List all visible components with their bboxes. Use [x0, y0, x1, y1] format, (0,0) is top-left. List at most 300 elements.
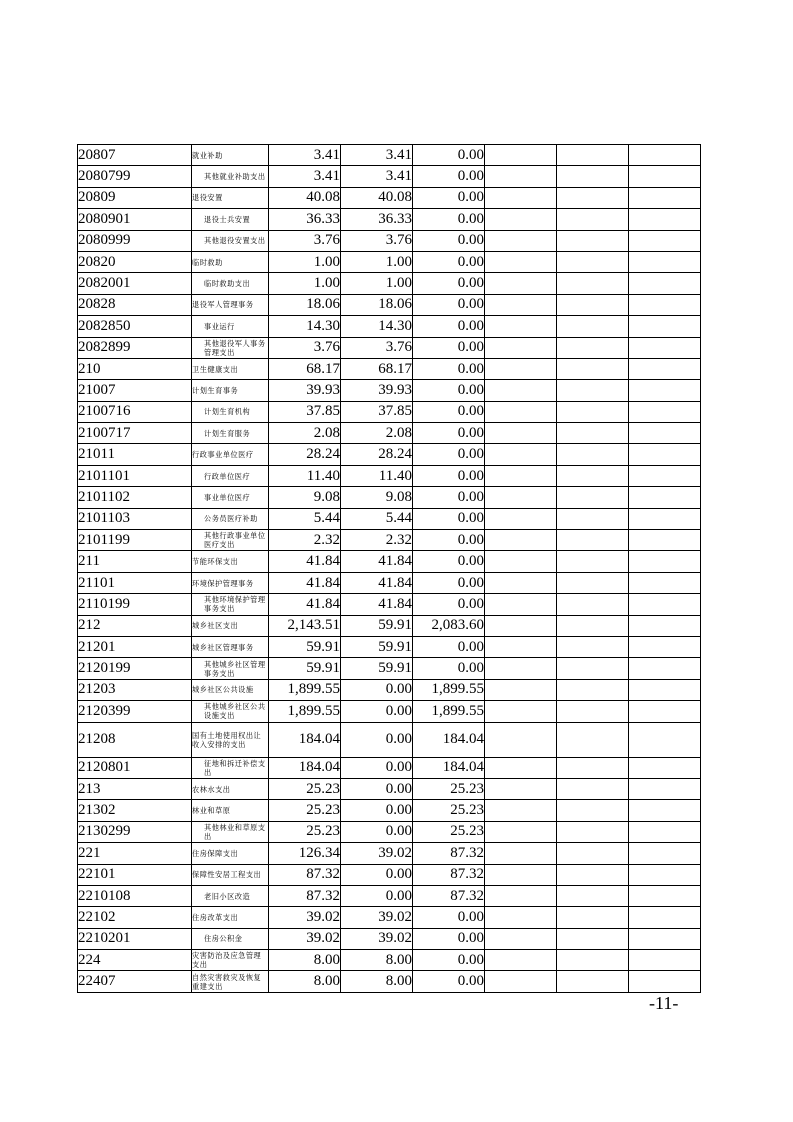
- empty-cell: [485, 928, 557, 949]
- empty-cell: [557, 423, 629, 444]
- basic-expenditure-cell: 2.32: [341, 530, 413, 551]
- table-row: [78, 615, 701, 636]
- empty-cell: [629, 294, 701, 315]
- total-amount-cell: 1,899.55: [269, 701, 341, 722]
- empty-cell: [485, 778, 557, 799]
- empty-cell: [557, 251, 629, 272]
- total-amount-cell: 126.34: [269, 843, 341, 864]
- empty-cell: [557, 971, 629, 992]
- empty-cell: [485, 800, 557, 821]
- table-row: [78, 679, 701, 700]
- project-expenditure-cell: 0.00: [413, 209, 485, 230]
- empty-cell: [629, 636, 701, 657]
- basic-expenditure-cell: 3.41: [341, 166, 413, 187]
- empty-cell: [557, 551, 629, 572]
- basic-expenditure-cell: 68.17: [341, 358, 413, 379]
- empty-cell: [557, 358, 629, 379]
- empty-cell: [485, 487, 557, 508]
- empty-cell: [557, 778, 629, 799]
- code-cell: 20828: [78, 294, 192, 315]
- empty-cell: [629, 701, 701, 722]
- code-cell: 20820: [78, 251, 192, 272]
- item-name-cell: 其他城乡社区管理事务支出: [192, 658, 269, 679]
- empty-cell: [557, 679, 629, 700]
- code-cell: 21101: [78, 572, 192, 593]
- project-expenditure-cell: 0.00: [413, 145, 485, 166]
- basic-expenditure-cell: 8.00: [341, 971, 413, 992]
- item-name-cell: 计划生育服务: [192, 423, 269, 444]
- item-name-cell: 行政单位医疗: [192, 465, 269, 486]
- empty-cell: [557, 209, 629, 230]
- empty-cell: [485, 230, 557, 251]
- project-expenditure-cell: 0.00: [413, 928, 485, 949]
- total-amount-cell: 39.93: [269, 380, 341, 401]
- project-expenditure-cell: 184.04: [413, 757, 485, 778]
- code-cell: 2080799: [78, 166, 192, 187]
- code-cell: 2101101: [78, 465, 192, 486]
- code-cell: 2120199: [78, 658, 192, 679]
- item-name-cell: 公务员医疗补助: [192, 508, 269, 529]
- code-cell: 224: [78, 950, 192, 971]
- project-expenditure-cell: 0.00: [413, 971, 485, 992]
- empty-cell: [557, 757, 629, 778]
- empty-cell: [485, 508, 557, 529]
- code-cell: 21201: [78, 636, 192, 657]
- empty-cell: [485, 444, 557, 465]
- item-name-cell: 退役军人管理事务: [192, 294, 269, 315]
- code-cell: 2101103: [78, 508, 192, 529]
- empty-cell: [485, 166, 557, 187]
- code-cell: 21011: [78, 444, 192, 465]
- empty-cell: [629, 251, 701, 272]
- empty-cell: [629, 885, 701, 906]
- basic-expenditure-cell: 0.00: [341, 757, 413, 778]
- table-row: [78, 358, 701, 379]
- total-amount-cell: 59.91: [269, 636, 341, 657]
- table-row: [78, 401, 701, 422]
- basic-expenditure-cell: 8.00: [341, 950, 413, 971]
- total-amount-cell: 2.08: [269, 423, 341, 444]
- code-cell: 2130299: [78, 821, 192, 842]
- table-row: [78, 444, 701, 465]
- table-row: [78, 166, 701, 187]
- empty-cell: [485, 187, 557, 208]
- basic-expenditure-cell: 41.84: [341, 594, 413, 615]
- item-name-cell: 就业补助: [192, 145, 269, 166]
- empty-cell: [629, 380, 701, 401]
- empty-cell: [629, 187, 701, 208]
- empty-cell: [557, 722, 629, 757]
- total-amount-cell: 25.23: [269, 821, 341, 842]
- page-number: -11-: [649, 993, 679, 1013]
- empty-cell: [629, 273, 701, 294]
- code-cell: 212: [78, 615, 192, 636]
- project-expenditure-cell: 25.23: [413, 821, 485, 842]
- empty-cell: [485, 273, 557, 294]
- empty-cell: [629, 594, 701, 615]
- total-amount-cell: 8.00: [269, 971, 341, 992]
- item-name-cell: 保障性安居工程支出: [192, 864, 269, 885]
- code-cell: 2082899: [78, 337, 192, 358]
- empty-cell: [557, 401, 629, 422]
- empty-cell: [557, 530, 629, 551]
- empty-cell: [629, 722, 701, 757]
- code-cell: 2080901: [78, 209, 192, 230]
- budget-table: [77, 144, 701, 993]
- project-expenditure-cell: 0.00: [413, 316, 485, 337]
- basic-expenditure-cell: 0.00: [341, 778, 413, 799]
- empty-cell: [629, 209, 701, 230]
- item-name-cell: 林业和草原: [192, 800, 269, 821]
- empty-cell: [557, 444, 629, 465]
- total-amount-cell: 3.41: [269, 145, 341, 166]
- empty-cell: [557, 316, 629, 337]
- table-row: [78, 423, 701, 444]
- total-amount-cell: 59.91: [269, 658, 341, 679]
- item-name-cell: 征地和拆迁补偿支出: [192, 757, 269, 778]
- basic-expenditure-cell: 2.08: [341, 423, 413, 444]
- total-amount-cell: 5.44: [269, 508, 341, 529]
- basic-expenditure-cell: 39.02: [341, 843, 413, 864]
- empty-cell: [485, 679, 557, 700]
- code-cell: 21203: [78, 679, 192, 700]
- basic-expenditure-cell: 14.30: [341, 316, 413, 337]
- item-name-cell: 其他行政事业单位医疗支出: [192, 530, 269, 551]
- total-amount-cell: 41.84: [269, 594, 341, 615]
- project-expenditure-cell: 0.00: [413, 530, 485, 551]
- empty-cell: [629, 551, 701, 572]
- total-amount-cell: 68.17: [269, 358, 341, 379]
- code-cell: 2110199: [78, 594, 192, 615]
- project-expenditure-cell: 0.00: [413, 508, 485, 529]
- empty-cell: [629, 508, 701, 529]
- total-amount-cell: 1,899.55: [269, 679, 341, 700]
- project-expenditure-cell: 25.23: [413, 800, 485, 821]
- empty-cell: [485, 572, 557, 593]
- code-cell: 21208: [78, 722, 192, 757]
- project-expenditure-cell: 0.00: [413, 423, 485, 444]
- empty-cell: [557, 230, 629, 251]
- table-row: [78, 487, 701, 508]
- code-cell: 213: [78, 778, 192, 799]
- basic-expenditure-cell: 0.00: [341, 885, 413, 906]
- total-amount-cell: 2.32: [269, 530, 341, 551]
- table-row: [78, 273, 701, 294]
- empty-cell: [485, 209, 557, 230]
- project-expenditure-cell: 0.00: [413, 337, 485, 358]
- basic-expenditure-cell: 1.00: [341, 251, 413, 272]
- empty-cell: [629, 778, 701, 799]
- total-amount-cell: 11.40: [269, 465, 341, 486]
- table-row: [78, 508, 701, 529]
- project-expenditure-cell: 0.00: [413, 166, 485, 187]
- basic-expenditure-cell: 41.84: [341, 572, 413, 593]
- code-cell: 21302: [78, 800, 192, 821]
- code-cell: 2101199: [78, 530, 192, 551]
- empty-cell: [485, 423, 557, 444]
- empty-cell: [629, 423, 701, 444]
- basic-expenditure-cell: 39.02: [341, 907, 413, 928]
- empty-cell: [485, 294, 557, 315]
- code-cell: 2101102: [78, 487, 192, 508]
- empty-cell: [557, 864, 629, 885]
- code-cell: 2080999: [78, 230, 192, 251]
- empty-cell: [485, 950, 557, 971]
- total-amount-cell: 1.00: [269, 251, 341, 272]
- basic-expenditure-cell: 28.24: [341, 444, 413, 465]
- item-name-cell: 事业单位医疗: [192, 487, 269, 508]
- basic-expenditure-cell: 36.33: [341, 209, 413, 230]
- empty-cell: [629, 679, 701, 700]
- table-row: [78, 145, 701, 166]
- code-cell: 22407: [78, 971, 192, 992]
- code-cell: 210: [78, 358, 192, 379]
- basic-expenditure-cell: 39.93: [341, 380, 413, 401]
- empty-cell: [629, 950, 701, 971]
- project-expenditure-cell: 0.00: [413, 444, 485, 465]
- item-name-cell: 其他环境保护管理事务支出: [192, 594, 269, 615]
- empty-cell: [557, 294, 629, 315]
- basic-expenditure-cell: 0.00: [341, 821, 413, 842]
- empty-cell: [557, 658, 629, 679]
- code-cell: 22102: [78, 907, 192, 928]
- code-cell: 2082850: [78, 316, 192, 337]
- item-name-cell: 自然灾害救灾及恢复重建支出: [192, 971, 269, 992]
- empty-cell: [485, 907, 557, 928]
- basic-expenditure-cell: 59.91: [341, 615, 413, 636]
- empty-cell: [485, 636, 557, 657]
- basic-expenditure-cell: 5.44: [341, 508, 413, 529]
- item-name-cell: 计划生育机构: [192, 401, 269, 422]
- total-amount-cell: 25.23: [269, 800, 341, 821]
- project-expenditure-cell: 0.00: [413, 187, 485, 208]
- total-amount-cell: 87.32: [269, 885, 341, 906]
- table-row: [78, 230, 701, 251]
- item-name-cell: 灾害防治及应急管理支出: [192, 950, 269, 971]
- project-expenditure-cell: 0.00: [413, 251, 485, 272]
- code-cell: 2082001: [78, 273, 192, 294]
- total-amount-cell: 39.02: [269, 928, 341, 949]
- table-row: [78, 701, 701, 722]
- empty-cell: [629, 928, 701, 949]
- empty-cell: [485, 722, 557, 757]
- basic-expenditure-cell: 41.84: [341, 551, 413, 572]
- total-amount-cell: 3.76: [269, 230, 341, 251]
- total-amount-cell: 184.04: [269, 757, 341, 778]
- total-amount-cell: 9.08: [269, 487, 341, 508]
- empty-cell: [485, 380, 557, 401]
- project-expenditure-cell: 0.00: [413, 907, 485, 928]
- total-amount-cell: 40.08: [269, 187, 341, 208]
- empty-cell: [557, 843, 629, 864]
- item-name-cell: 老旧小区改造: [192, 885, 269, 906]
- item-name-cell: 临时救助: [192, 251, 269, 272]
- empty-cell: [629, 821, 701, 842]
- table-row: [78, 251, 701, 272]
- empty-cell: [557, 166, 629, 187]
- empty-cell: [557, 615, 629, 636]
- item-name-cell: 其他退役军人事务管理支出: [192, 337, 269, 358]
- empty-cell: [485, 821, 557, 842]
- item-name-cell: 临时救助支出: [192, 273, 269, 294]
- basic-expenditure-cell: 3.41: [341, 145, 413, 166]
- code-cell: 2100716: [78, 401, 192, 422]
- basic-expenditure-cell: 0.00: [341, 701, 413, 722]
- empty-cell: [485, 658, 557, 679]
- empty-cell: [485, 251, 557, 272]
- empty-cell: [485, 337, 557, 358]
- empty-cell: [557, 380, 629, 401]
- project-expenditure-cell: 0.00: [413, 487, 485, 508]
- empty-cell: [485, 145, 557, 166]
- empty-cell: [557, 273, 629, 294]
- basic-expenditure-cell: 3.76: [341, 230, 413, 251]
- table-row: [78, 572, 701, 593]
- project-expenditure-cell: 87.32: [413, 885, 485, 906]
- empty-cell: [485, 316, 557, 337]
- basic-expenditure-cell: 0.00: [341, 864, 413, 885]
- empty-cell: [557, 800, 629, 821]
- empty-cell: [485, 885, 557, 906]
- budget-table-body: [78, 145, 701, 993]
- table-row: [78, 722, 701, 757]
- empty-cell: [485, 701, 557, 722]
- code-cell: 20807: [78, 145, 192, 166]
- project-expenditure-cell: 0.00: [413, 950, 485, 971]
- table-row: [78, 971, 701, 992]
- table-row: [78, 928, 701, 949]
- code-cell: 221: [78, 843, 192, 864]
- total-amount-cell: 41.84: [269, 551, 341, 572]
- empty-cell: [629, 487, 701, 508]
- item-name-cell: 国有土地使用权出让收入安排的支出: [192, 722, 269, 757]
- item-name-cell: 住房保障支出: [192, 843, 269, 864]
- empty-cell: [629, 971, 701, 992]
- total-amount-cell: 28.24: [269, 444, 341, 465]
- item-name-cell: 行政事业单位医疗: [192, 444, 269, 465]
- empty-cell: [629, 316, 701, 337]
- item-name-cell: 城乡社区公共设施: [192, 679, 269, 700]
- basic-expenditure-cell: 0.00: [341, 722, 413, 757]
- empty-cell: [557, 907, 629, 928]
- basic-expenditure-cell: 18.06: [341, 294, 413, 315]
- total-amount-cell: 87.32: [269, 864, 341, 885]
- total-amount-cell: 3.41: [269, 166, 341, 187]
- project-expenditure-cell: 0.00: [413, 636, 485, 657]
- project-expenditure-cell: 1,899.55: [413, 679, 485, 700]
- code-cell: 2100717: [78, 423, 192, 444]
- table-row: [78, 294, 701, 315]
- project-expenditure-cell: 0.00: [413, 230, 485, 251]
- basic-expenditure-cell: 39.02: [341, 928, 413, 949]
- basic-expenditure-cell: 37.85: [341, 401, 413, 422]
- table-row: [78, 551, 701, 572]
- table-row: [78, 864, 701, 885]
- item-name-cell: 城乡社区支出: [192, 615, 269, 636]
- project-expenditure-cell: 0.00: [413, 465, 485, 486]
- empty-cell: [629, 337, 701, 358]
- item-name-cell: 住房改革支出: [192, 907, 269, 928]
- project-expenditure-cell: 0.00: [413, 358, 485, 379]
- empty-cell: [629, 401, 701, 422]
- empty-cell: [629, 843, 701, 864]
- item-name-cell: 其他城乡社区公共设施支出: [192, 701, 269, 722]
- empty-cell: [557, 187, 629, 208]
- project-expenditure-cell: 0.00: [413, 380, 485, 401]
- empty-cell: [557, 465, 629, 486]
- basic-expenditure-cell: 3.76: [341, 337, 413, 358]
- empty-cell: [557, 508, 629, 529]
- empty-cell: [629, 230, 701, 251]
- empty-cell: [485, 551, 557, 572]
- total-amount-cell: 8.00: [269, 950, 341, 971]
- empty-cell: [629, 615, 701, 636]
- empty-cell: [629, 166, 701, 187]
- empty-cell: [485, 401, 557, 422]
- total-amount-cell: 18.06: [269, 294, 341, 315]
- basic-expenditure-cell: 9.08: [341, 487, 413, 508]
- table-row: [78, 636, 701, 657]
- empty-cell: [557, 337, 629, 358]
- empty-cell: [485, 757, 557, 778]
- empty-cell: [629, 800, 701, 821]
- project-expenditure-cell: 0.00: [413, 401, 485, 422]
- table-row: [78, 658, 701, 679]
- project-expenditure-cell: 0.00: [413, 294, 485, 315]
- basic-expenditure-cell: 0.00: [341, 800, 413, 821]
- table-row: [78, 821, 701, 842]
- table-row: [78, 187, 701, 208]
- empty-cell: [629, 864, 701, 885]
- item-name-cell: 其他林业和草原支出: [192, 821, 269, 842]
- table-row: [78, 843, 701, 864]
- empty-cell: [557, 636, 629, 657]
- total-amount-cell: 184.04: [269, 722, 341, 757]
- empty-cell: [557, 885, 629, 906]
- basic-expenditure-cell: 59.91: [341, 658, 413, 679]
- project-expenditure-cell: 0.00: [413, 572, 485, 593]
- empty-cell: [485, 864, 557, 885]
- table-row: [78, 885, 701, 906]
- project-expenditure-cell: 87.32: [413, 864, 485, 885]
- code-cell: 20809: [78, 187, 192, 208]
- item-name-cell: 事业运行: [192, 316, 269, 337]
- empty-cell: [557, 572, 629, 593]
- empty-cell: [557, 928, 629, 949]
- project-expenditure-cell: 25.23: [413, 778, 485, 799]
- empty-cell: [557, 950, 629, 971]
- project-expenditure-cell: 1,899.55: [413, 701, 485, 722]
- item-name-cell: 节能环保支出: [192, 551, 269, 572]
- total-amount-cell: 39.02: [269, 907, 341, 928]
- table-row: [78, 800, 701, 821]
- empty-cell: [629, 444, 701, 465]
- project-expenditure-cell: 87.32: [413, 843, 485, 864]
- project-expenditure-cell: 0.00: [413, 594, 485, 615]
- basic-expenditure-cell: 40.08: [341, 187, 413, 208]
- code-cell: 21007: [78, 380, 192, 401]
- empty-cell: [557, 487, 629, 508]
- table-row: [78, 316, 701, 337]
- code-cell: 2120399: [78, 701, 192, 722]
- table-row: [78, 209, 701, 230]
- empty-cell: [557, 701, 629, 722]
- item-name-cell: 其他退役安置支出: [192, 230, 269, 251]
- total-amount-cell: 2,143.51: [269, 615, 341, 636]
- project-expenditure-cell: 0.00: [413, 551, 485, 572]
- total-amount-cell: 36.33: [269, 209, 341, 230]
- empty-cell: [629, 465, 701, 486]
